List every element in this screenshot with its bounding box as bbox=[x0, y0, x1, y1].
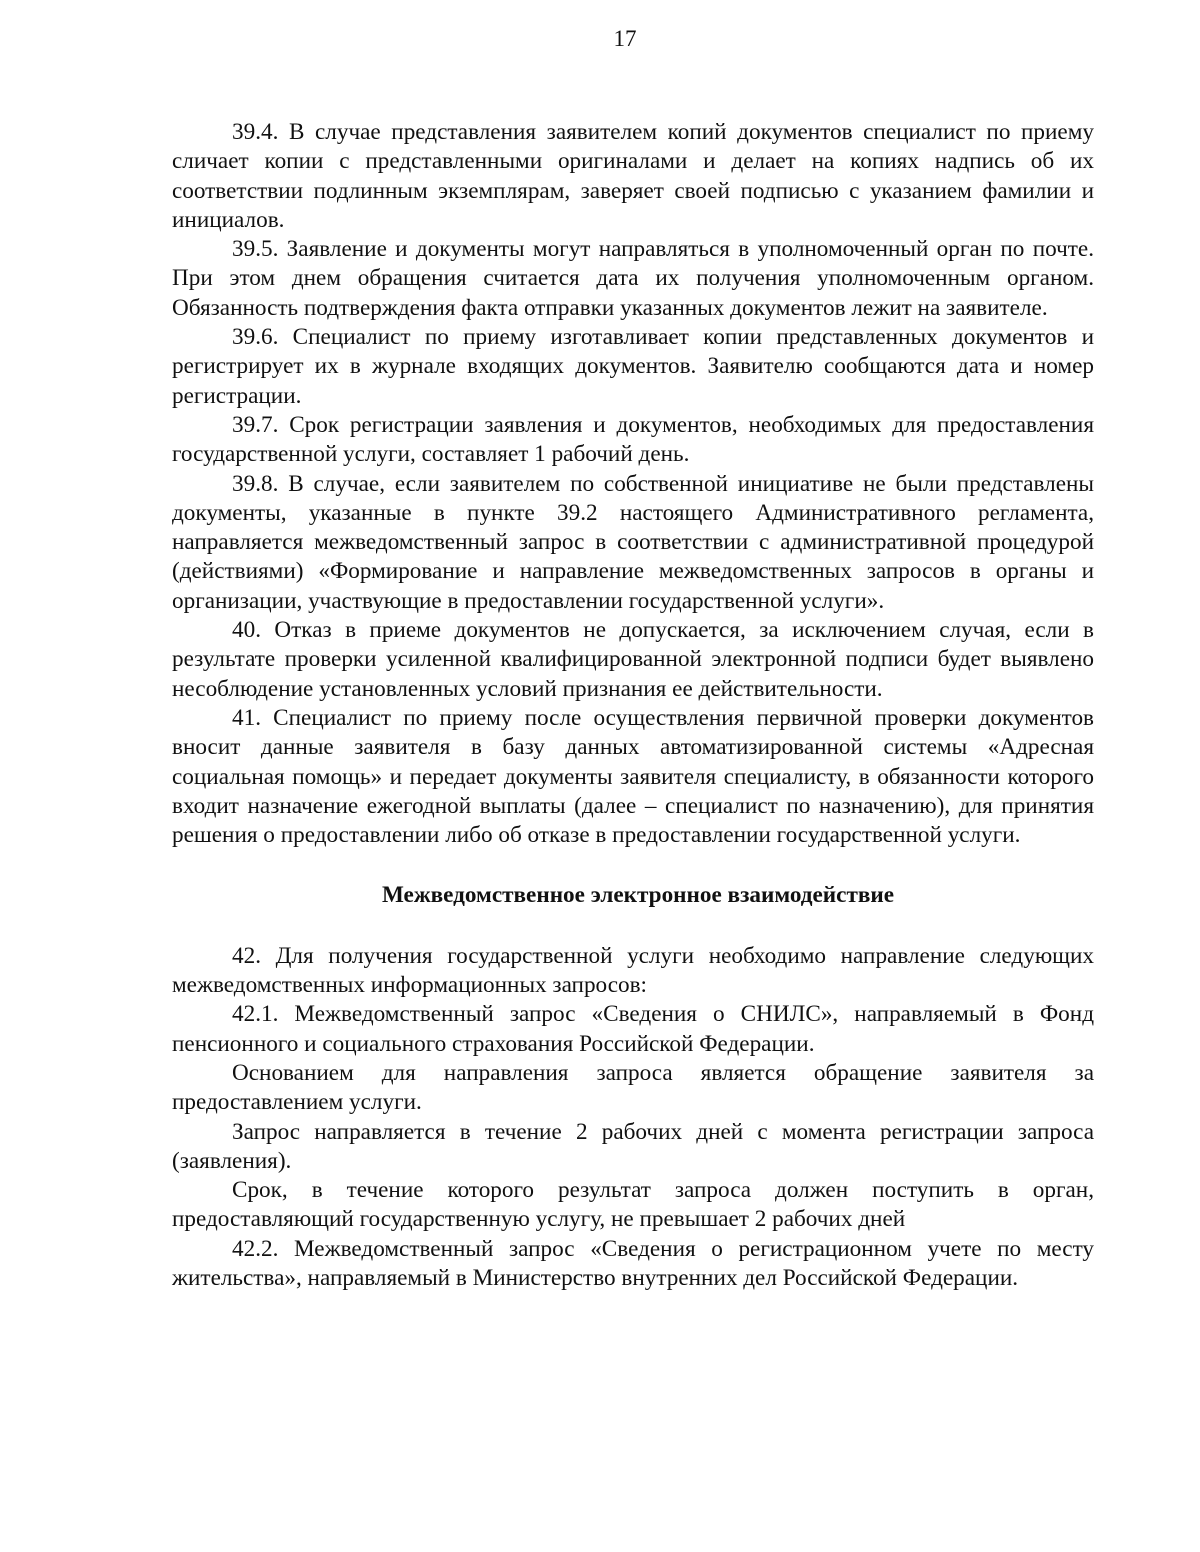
paragraph-basis: Основанием для направления запроса является обращение заявителя за предоставлением услуги. bbox=[172, 1059, 1094, 1116]
paragraph-39-8: 39.8. В случае, если заявителем по собственной инициативе не были представлены документы, указанные в пункте 39.2 настоящего Административного регламента, направляется межведомственный запрос в соответствии с административной процедурой (действиями) «Формирование и направление межведомственных запросов в органы и организации, участвующие в предоставлении государственной услуги». bbox=[172, 470, 1094, 614]
section-heading: Межведомственное электронное взаимодействие bbox=[381, 882, 895, 909]
paragraph-response-deadline: Срок, в течение которого результат запроса должен поступить в орган, предоставляющий государственную услугу, не превышает 2 рабочих дней bbox=[172, 1177, 1094, 1233]
document-body bbox=[172, 118, 1094, 1293]
paragraph-41: 41. Специалист по приему после осуществления первичной проверки документов вносит данные заявителя в базу данных автоматизированной системы «Адресная социальная помощь» и передает документы заявителя специалисту, в обязанности которого входит назначение ежегодной выплаты (далее – специалист по назначению), для принятия решения о предоставлении либо об отказе в предоставлении государственной услуги. bbox=[172, 704, 1094, 849]
paragraph-40: 40. Отказ в приеме документов не допускается, за исключением случая, если в результате проверки усиленной квалифицированной электронной подписи будет выявлено несоблюдение установленных условий признания ее действительности. bbox=[172, 617, 1094, 702]
paragraph-39-5: 39.5. Заявление и документы могут направляться в уполномоченный орган по почте. При этом днем обращения считается дата их получения уполномоченным органом. Обязанность подтверждения факта отправки указанных документов лежит на заявителе. bbox=[172, 236, 1094, 321]
page-number: 17 bbox=[613, 26, 637, 51]
paragraph-request-timing: Запрос направляется в течение 2 рабочих дней с момента регистрации запроса (заявления). bbox=[172, 1118, 1094, 1174]
paragraph-42: 42. Для получения государственной услуги необходимо направление следующих межведомственных информационных запросов: bbox=[172, 942, 1094, 999]
paragraph-39-4: 39.4. В случае представления заявителем копий документов специалист по приему сличает копии с представленными оригиналами и делает на копиях надпись об их соответствии подлинным экземплярам, заверяет своей подписью с указанием фамилии и инициалов. bbox=[172, 119, 1094, 233]
paragraph-42-2: 42.2. Межведомственный запрос «Сведения о регистрационном учете по месту жительства», направляемый в Министерство внутренних дел Российской Федерации. bbox=[172, 1235, 1094, 1291]
paragraph-39-7: 39.7. Срок регистрации заявления и документов, необходимых для предоставления государственной услуги, составляет 1 рабочий день. bbox=[172, 411, 1094, 468]
paragraph-39-6: 39.6. Специалист по приему изготавливает копии представленных документов и регистрирует их в журнале входящих документов. Заявителю сообщаются дата и номер регистрации. bbox=[172, 324, 1094, 409]
paragraph-42-1: 42.1. Межведомственный запрос «Сведения о СНИЛС», направляемый в Фонд пенсионного и социального страхования Российской Федерации. bbox=[172, 1001, 1094, 1057]
